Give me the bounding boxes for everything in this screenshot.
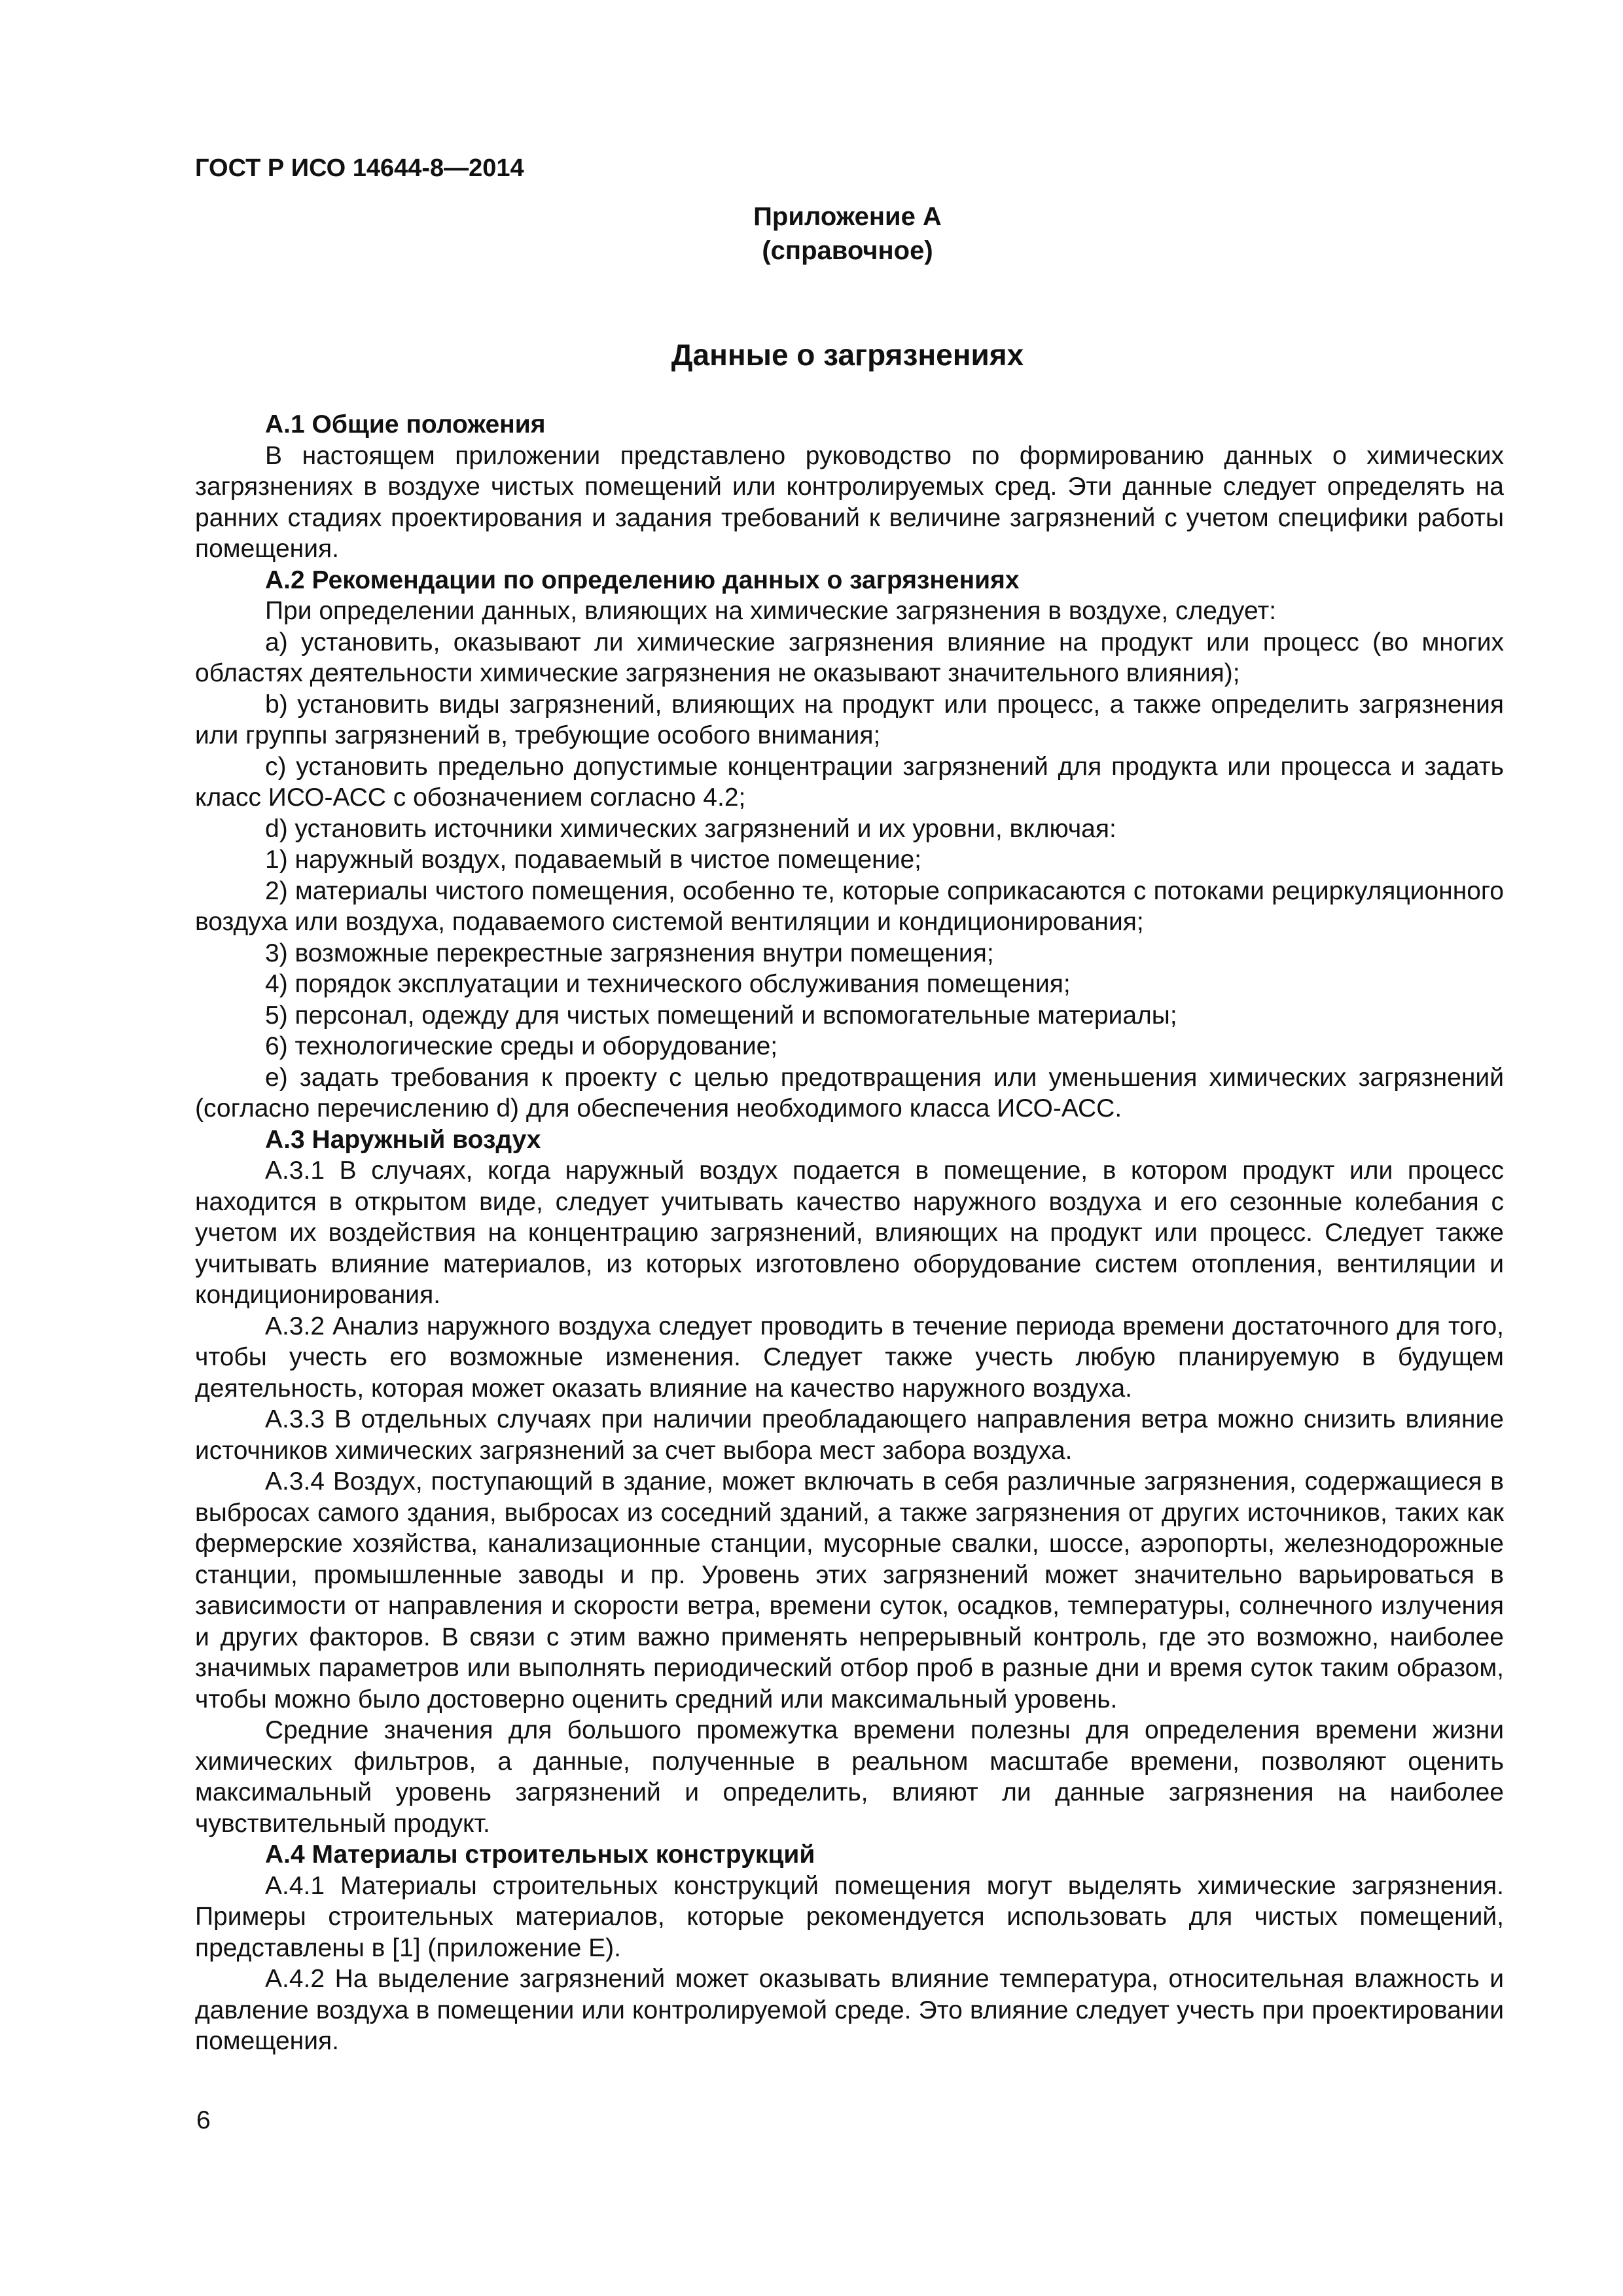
- section-heading: А.1 Общие положения: [265, 410, 546, 439]
- paragraph: d) установить источники химических загрязнений и их уровни, включая:: [265, 814, 1116, 843]
- paragraph: А.4.2 На выделение загрязнений может оказывать влияние температура, относительная влажность и давление воздуха в помещении или контролируемой среде. Это влияние следует учесть при проектировании помещения.: [195, 1965, 1504, 2055]
- annex-title: Приложение А: [753, 202, 942, 231]
- paragraph: 3) возможные перекрестные загрязнения внутри помещения;: [265, 939, 994, 967]
- paragraph: А.4.1 Материалы строительных конструкций помещения могут выделять химические загрязнения. Примеры строительных материалов, которые рекомендуется использовать для чистых помещений, представлены в [1] (приложение Е).: [195, 1871, 1504, 1962]
- paragraph: e) задать требования к проекту с целью предотвращения или уменьшения химических загрязнений (согласно перечислению d) для обеспечения необходимого класса ИСО-АСС.: [195, 1063, 1504, 1122]
- paragraph: 5) персонал, одежду для чистых помещений и вспомогательные материалы;: [265, 1001, 1177, 1030]
- paragraph: А.3.2 Анализ наружного воздуха следует проводить в течение периода времени достаточного для того, чтобы учесть его возможные изменения. Следует также учесть любую планируемую в будущем деятельность, которая может оказать влияние на качество наружного воздуха.: [195, 1312, 1504, 1403]
- annex-label: [0, 200, 1623, 268]
- paragraph: В настоящем приложении представлено руководство по формированию данных о химических загрязнениях в воздухе чистых помещений или контролируемых сред. Эти данные следует определять на ранних стадиях проектирования и задания требований к величине загрязнений с учетом специфики работы помещения.: [195, 441, 1504, 563]
- paragraph: А.3.1 В случаях, когда наружный воздух подается в помещение, в котором продукт или процесс находится в открытом виде, следует учитывать качество наружного воздуха и его сезонные колебания с учетом их воздействия на концентрацию загрязнений, влияющих на продукт или процесс. Следует также учитывать влияние материалов, из которых изготовлено оборудование систем отопления, вентиляции и кондиционирования.: [195, 1157, 1504, 1309]
- section-heading: А.2 Рекомендации по определению данных о загрязнениях: [265, 565, 1020, 594]
- standard-designation: ГОСТ Р ИСО 14644-8—2014: [195, 154, 524, 182]
- paragraph: 6) технологические среды и оборудование;: [265, 1032, 778, 1060]
- document-body: [195, 409, 1504, 2057]
- paragraph: А.3.4 Воздух, поступающий в здание, может включать в себя различные загрязнения, содержащиеся в выбросах самого здания, выбросах из соседний зданий, а также загрязнения от других источников, таких как фермерские хозяйства, канализационные станции, мусорные свалки, шоссе, аэропорты, железнодорожные станции, промышленные заводы и пр. Уровень этих загрязнений может значительно варьироваться в зависимости от направления и скорости ветра, времени суток, осадков, температуры, солнечного излучения и других факторов. В связи с этим важно применять непрерывный контроль, где это возможно, наиболее значимых параметров или выполнять периодический отбор проб в разные дни и время суток таким образом, чтобы можно было достоверно оценить средний или максимальный уровень.: [195, 1467, 1504, 1713]
- paragraph: c) установить предельно допустимые концентрации загрязнений для продукта или процесса и задать класс ИСО-АСС с обозначением согласно 4.2;: [195, 752, 1504, 812]
- paragraph: Средние значения для большого промежутка времени полезны для определения времени жизни химических фильтров, а данные, полученные в реальном масштабе времени, позволяют оценить максимальный уровень загрязнений и определить, влияют ли данные загрязнения на наиболее чувствительный продукт.: [195, 1716, 1504, 1838]
- paragraph: 1) наружный воздух, подаваемый в чистое помещение;: [265, 846, 922, 874]
- paragraph: 4) порядок эксплуатации и технического обслуживания помещения;: [265, 970, 1071, 998]
- section-heading: А.3 Наружный воздух: [265, 1125, 541, 1154]
- paragraph: 2) материалы чистого помещения, особенно те, которые соприкасаются с потоками рециркуляционного воздуха или воздуха, подаваемого системой вентиляции и кондиционирования;: [195, 876, 1504, 936]
- paragraph: а) установить, оказывают ли химические загрязнения влияние на продукт или процесс (во многих областях деятельности химические загрязнения не оказывают значительного влияния);: [195, 628, 1504, 687]
- paragraph: b) установить виды загрязнений, влияющих на продукт или процесс, а также определить загрязнения или группы загрязнений в, требующие особого внимания;: [195, 690, 1504, 749]
- paragraph: При определении данных, влияющих на химические загрязнения в воздухе, следует:: [265, 597, 1277, 625]
- paragraph: А.3.3 В отдельных случаях при наличии преобладающего направления ветра можно снизить влияние источников химических загрязнений за счет выбора мест забора воздуха.: [195, 1405, 1504, 1465]
- annex-status: (справочное): [762, 236, 933, 265]
- page-title: Данные о загрязнениях: [671, 338, 1024, 372]
- page-number: 6: [196, 2106, 211, 2134]
- section-heading: А.4 Материалы строительных конструкций: [265, 1840, 815, 1869]
